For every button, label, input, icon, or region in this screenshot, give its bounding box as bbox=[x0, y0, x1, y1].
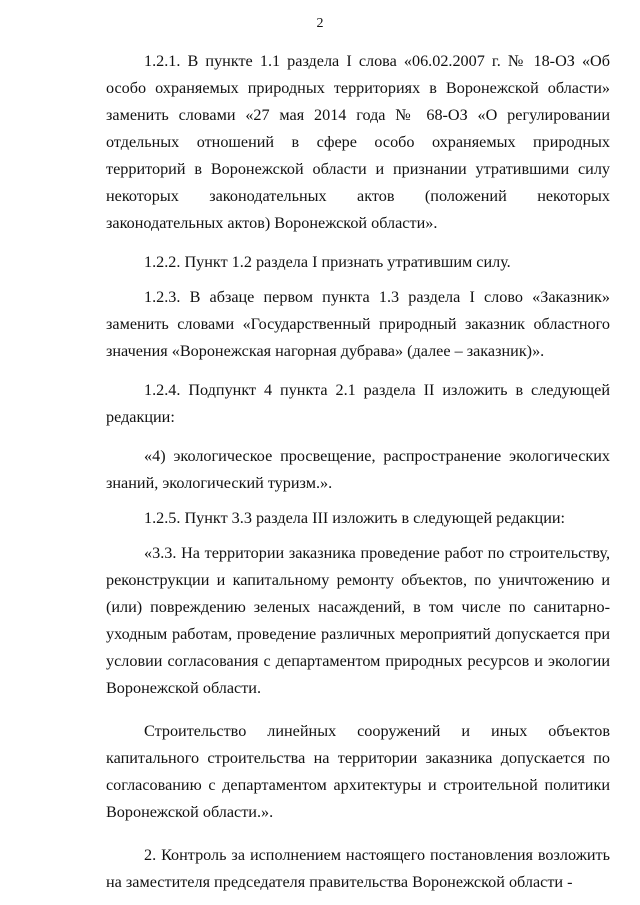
document-body bbox=[106, 48, 610, 896]
paragraph-1-2-2: 1.2.2. Пункт 1.2 раздела I признать утратившим силу. bbox=[144, 253, 511, 271]
paragraph-linear-structures: Строительство линейных сооружений и иных объектов капитального строительства на территории заказника допускается по согласованию с департаментом архитектуры и строительной политики Воронежской области.». bbox=[106, 722, 610, 821]
paragraph-1-2-4: 1.2.4. Подпункт 4 пункта 2.1 раздела II изложить в следующей редакции: bbox=[106, 381, 610, 426]
paragraph-1-2-1: 1.2.1. В пункте 1.1 раздела I слова «06.02.2007 г. № 18-ОЗ «Об особо охраняемых природных территориях в Воронежской области» заменить словами «27 мая 2014 года № 68-ОЗ «О регулировании отдельных отношений в сфере особо охраняемых природных территорий в Воронежской области и признании утратившими силу некоторых законодательных актов (положений некоторых законодательных актов) Воронежской области». bbox=[106, 52, 610, 232]
paragraph-1-2-5: 1.2.5. Пункт 3.3 раздела III изложить в следующей редакции: bbox=[144, 509, 566, 527]
paragraph-2-control: 2. Контроль за исполнением настоящего постановления возложить на заместителя председателя правительства Воронежской области - bbox=[106, 846, 610, 891]
paragraph-quote-4: «4) экологическое просвещение, распространение экологических знаний, экологический туризм.». bbox=[106, 447, 610, 492]
page-number: 2 bbox=[316, 16, 324, 31]
paragraph-quote-3-3: «3.3. На территории заказника проведение работ по строительству, реконструкции и капитальному ремонту объектов, по уничтожению и (или) повреждению зеленых насаждений, в том числе по санитарно-уходным работам, проведение различных мероприятий допускается при условии согласования с департаментом природных ресурсов и экологии Воронежской области. bbox=[106, 544, 610, 697]
paragraph-1-2-3: 1.2.3. В абзаце первом пункта 1.3 раздела I слово «Заказник» заменить словами «Государственный природный заказник областного значения «Воронежская нагорная дубрава» (далее – заказник)». bbox=[106, 288, 610, 360]
